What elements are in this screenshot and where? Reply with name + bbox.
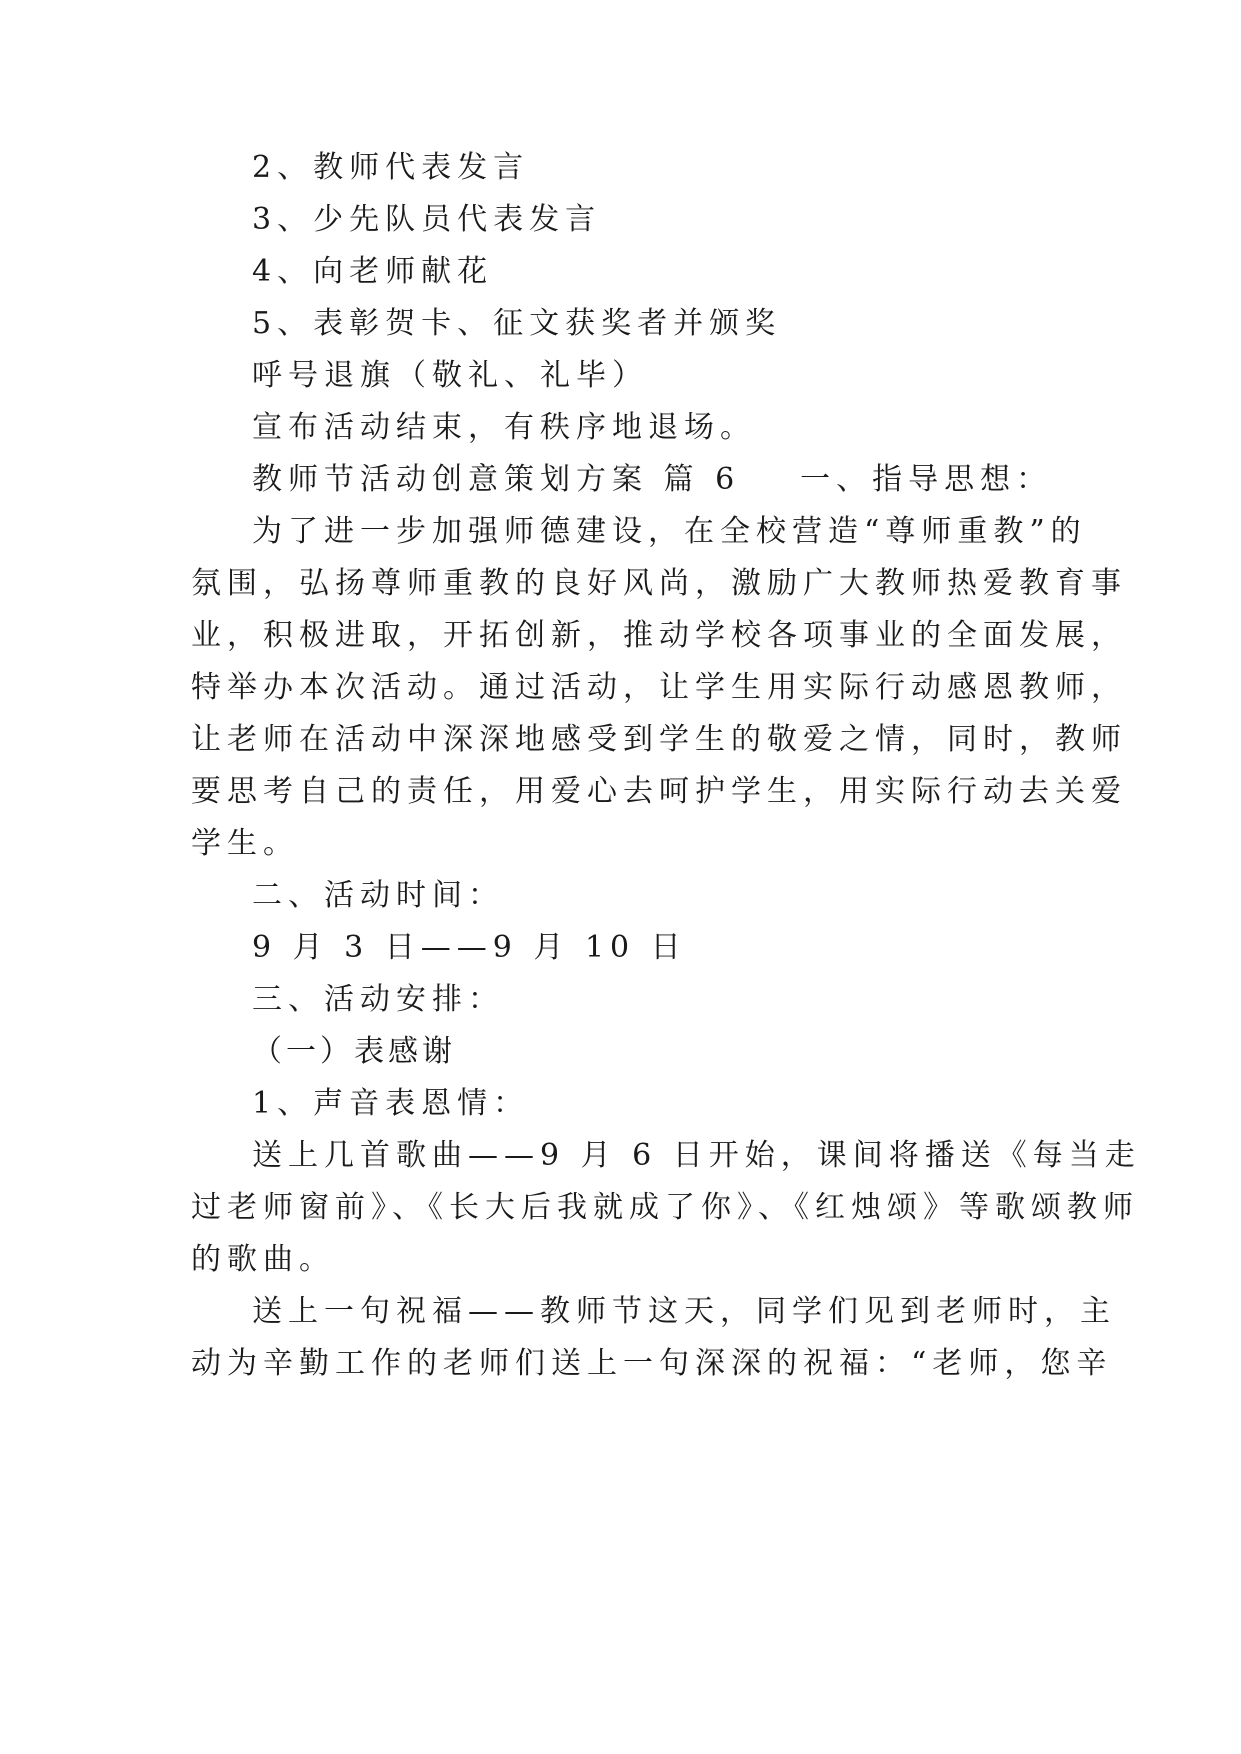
paragraph-line: 送上一句祝福——教师节这天，同学们见到老师时，主 [252,1294,1116,1329]
text-line: 宣布活动结束，有秩序地退场。 [252,410,756,445]
paragraph-line: 的歌曲。 [191,1242,335,1277]
paragraph-line: 业，积极进取，开拓创新，推动学校各项事业的全面发展， [191,618,1127,653]
section-heading-line [252,460,1052,500]
paragraph-line: 动为辛勤工作的老师们送上一句深深的祝福：“老师，您辛 [191,1346,1113,1381]
text-line: 9 月 3 日——9 月 10 日 [252,930,687,965]
article-title: 教师节活动创意策划方案 篇 6 [252,462,741,497]
section-heading: 二、活动时间： [252,878,504,913]
paragraph-line: 送上几首歌曲——9 月 6 日开始，课间将播送《每当走 [252,1138,1141,1173]
paragraph-line: 学生。 [191,826,299,861]
section-heading: 一、指导思想： [800,462,1053,497]
text-line: 4、向老师献花 [252,254,494,289]
subsection-heading: （一）表感谢 [252,1034,456,1069]
paragraph-line: 氛围，弘扬尊师重教的良好风尚，激励广大教师热爱教育事 [191,566,1127,601]
text-line: 2、教师代表发言 [252,150,530,185]
paragraph-line: 为了进一步加强师德建设，在全校营造“尊师重教”的 [252,514,1087,549]
item-heading: 1、声音表恩情： [252,1086,530,1121]
text-line: 3、少先队员代表发言 [252,202,602,237]
paragraph-line: 特举办本次活动。通过活动，让学生用实际行动感恩教师， [191,670,1127,705]
paragraph-line: 让老师在活动中深深地感受到学生的敬爱之情，同时，教师 [191,722,1127,757]
text-line: 5、表彰贺卡、征文获奖者并颁奖 [252,306,782,341]
section-heading: 三、活动安排： [252,982,504,1017]
paragraph-line: 过老师窗前》、《长大后我就成了你》、《红烛颂》等歌颂教师 [191,1190,1139,1225]
paragraph-line: 要思考自己的责任，用爱心去呵护学生，用实际行动去关爱 [191,774,1127,809]
text-line: 呼号退旗（敬礼、礼毕） [252,358,648,393]
